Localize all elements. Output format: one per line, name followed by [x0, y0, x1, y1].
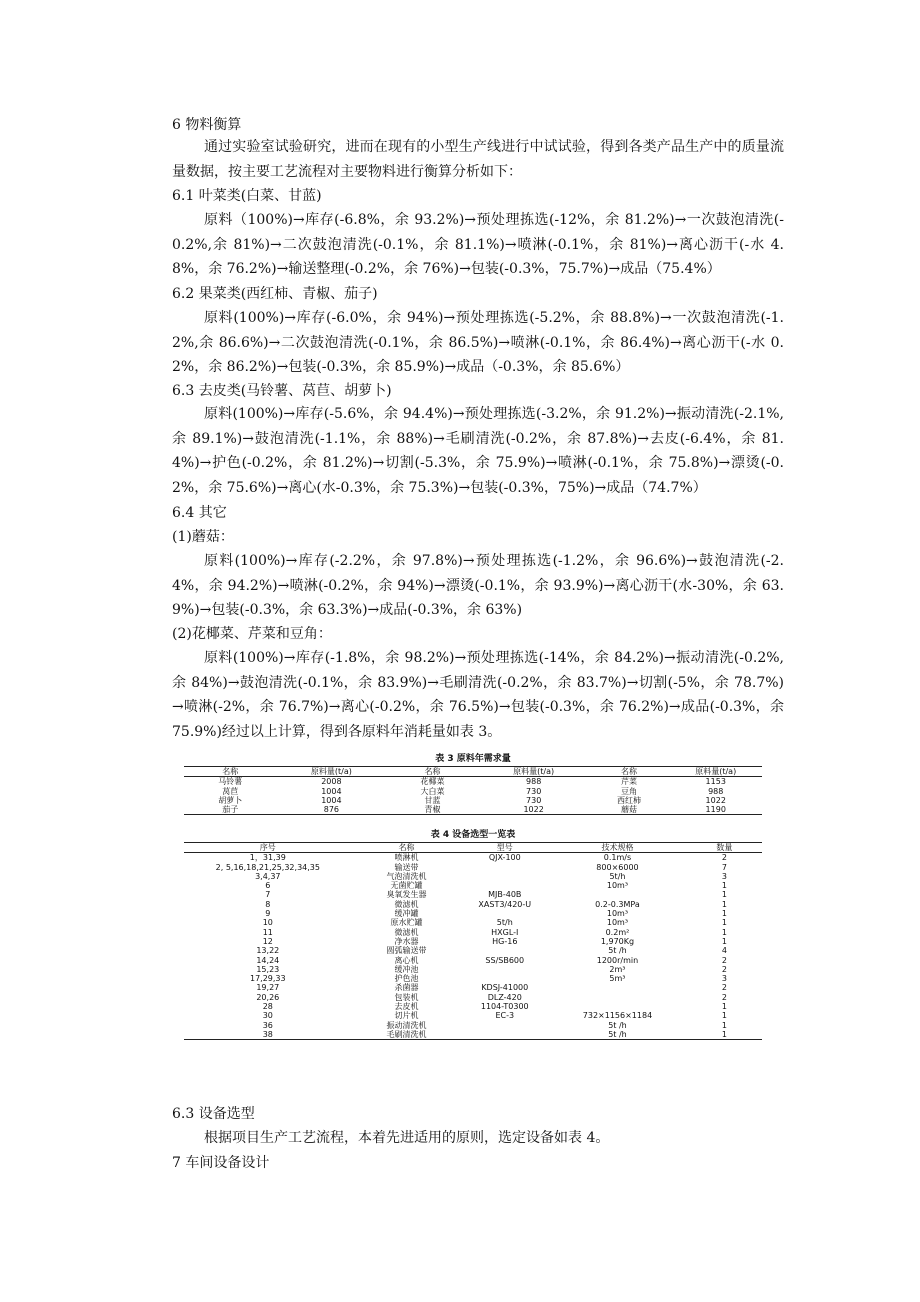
table-3-caption: 表 3 原料年需求量 [435, 754, 511, 764]
table-row [184, 787, 762, 796]
table-cell: 1 [721, 918, 727, 928]
table-cell: 3 [721, 871, 727, 881]
table-cell: 1，31,39 [249, 853, 286, 863]
table-cell: 15,23 [256, 964, 280, 974]
table-cell: 微滤机 [394, 927, 419, 937]
table-cell: 胡萝卜 [218, 795, 243, 805]
table-cell: MJB-40B [488, 890, 522, 900]
table-cell: 8 [265, 899, 271, 909]
table-cell: EC-3 [495, 1011, 515, 1021]
table-cell: 马铃薯 [218, 777, 243, 787]
table-row [184, 1021, 762, 1030]
table-cell: 876 [323, 805, 340, 815]
table-cell: 38 [262, 1029, 273, 1039]
table-3-header: 名称 [424, 767, 441, 776]
table-cell: 离心机 [394, 955, 419, 965]
table-cell: 振动清洗机 [386, 1020, 427, 1030]
table-cell [461, 1021, 548, 1030]
table-cell: 7 [721, 862, 727, 872]
table-cell: 包装机 [394, 992, 419, 1002]
table-cell: 大白菜 [420, 786, 445, 796]
table-cell: 喷淋机 [394, 853, 419, 863]
table-cell [548, 983, 687, 992]
heading-6-4: 6.4 其它 [172, 505, 227, 521]
table-cell: 圆弧输送带 [386, 946, 427, 956]
table-cell: 气泡清洗机 [386, 871, 427, 881]
table-cell: HG-16 [492, 936, 518, 946]
table-row [184, 1002, 762, 1011]
table-cell: 0.1m/s [603, 853, 632, 863]
table-cell [461, 1030, 548, 1040]
table-4-header: 技术规格 [601, 843, 634, 852]
table-row [184, 965, 762, 974]
table-cell: 1 [721, 881, 727, 891]
table-cell: 1 [721, 1002, 727, 1012]
table-cell: 1 [721, 927, 727, 937]
table-cell: 7 [265, 890, 271, 900]
table-cell: 净水器 [394, 936, 419, 946]
table-row [184, 928, 762, 937]
table-cell: 5t/h [609, 871, 626, 881]
table-cell: 19,27 [256, 983, 280, 993]
table-cell: 10m³ [606, 881, 629, 891]
table-cell: 1 [721, 890, 727, 900]
table-cell: 3,4,37 [255, 871, 281, 881]
table-row [184, 993, 762, 1002]
table-cell: 20,26 [256, 992, 280, 1002]
table-cell: 1 [721, 1020, 727, 1030]
table-cell: QJX-100 [488, 853, 521, 863]
table-row [184, 974, 762, 983]
table-cell: 12 [262, 936, 273, 946]
table-cell: 1 [721, 1029, 727, 1039]
table-3-header: 原料量(t/a) [695, 767, 737, 776]
table-cell: 10m³ [606, 918, 629, 928]
heading-6: 6 物料衡算 [172, 117, 242, 133]
table-cell: 5t /h [608, 1029, 627, 1039]
table-cell: 花椰菜 [420, 777, 445, 787]
table-3-header: 原料量(t/a) [310, 767, 352, 776]
table-cell: 9 [265, 909, 271, 919]
table-cell: 杀菌器 [394, 983, 419, 993]
table-cell: 缓冲罐 [394, 909, 419, 919]
table-cell: 13,22 [256, 946, 280, 956]
table-cell: 1200r/min [596, 955, 639, 965]
table-cell: 甘蓝 [424, 795, 441, 805]
table-row [184, 863, 762, 872]
heading-6-1: 6.1 叶菜类(白菜、甘蓝) [172, 188, 322, 204]
table-cell: 1022 [705, 795, 726, 805]
table-4-caption: 表 4 设备选型一览表 [430, 830, 516, 840]
table-cell: 6 [265, 881, 271, 891]
table-cell: 切片机 [394, 1011, 419, 1021]
table-cell: 5t /h [608, 1020, 627, 1030]
table-cell: 2 [721, 983, 727, 993]
table-cell: 14,24 [256, 955, 280, 965]
table-cell: 芹菜 [621, 777, 638, 787]
table-cell: 1004 [321, 786, 342, 796]
table-cell: 1004 [321, 795, 342, 805]
table-row [184, 796, 762, 805]
table-cell: 1 [721, 936, 727, 946]
table-4-header: 序号 [259, 843, 276, 852]
heading-6-2: 6.2 果菜类(西红柿、青椒、茄子) [172, 286, 378, 302]
table-3-header-row [184, 767, 762, 777]
table-row [184, 946, 762, 955]
table-cell: 臭氧发生器 [386, 890, 427, 900]
table-cell: 730 [526, 795, 542, 805]
table-cell: 缓冲池 [394, 964, 419, 974]
table-cell: 5m³ [609, 974, 626, 984]
table-cell: 茄子 [222, 805, 239, 815]
table-3-header: 名称 [222, 767, 239, 776]
table-cell: SS/SB600 [485, 955, 525, 965]
table-cell: 0.2m² [605, 927, 630, 937]
table-4-header-row [184, 843, 762, 853]
table-cell: HXGL-I [491, 927, 519, 937]
table-4-header: 名称 [398, 843, 415, 852]
table-cell: 28 [262, 1002, 273, 1012]
table-cell: 2 [721, 853, 727, 863]
table-cell: 11 [262, 927, 273, 937]
table-row [184, 937, 762, 946]
table-cell [461, 946, 548, 955]
table-row [184, 900, 762, 909]
table-cell: 5t /h [608, 946, 627, 956]
table-row [184, 890, 762, 899]
table-cell: 西红柿 [617, 795, 642, 805]
table-cell [461, 909, 548, 918]
paragraph-6-4-1: 原料(100%)→库存(-2.2%，余 97.8%)→预处理拣选(-1.2%，余 96.6%)→鼓泡清洗(-2.4%，余 94.2%)→喷淋(-0.2%，余 94%)→漂烫(-0.1%，余 93.9%)→离心沥干(水-30%，余 63.9%)→包装(-0.3%，余 63.3%)→成品(-0.3%，余 63%) [172, 553, 784, 618]
table-cell: 988 [526, 777, 542, 787]
table-cell: 730 [526, 786, 542, 796]
table-row [184, 872, 762, 881]
paragraph-intro: 通过实验室试验研究，进而在现有的小型生产线进行中试试验，得到各类产品生产中的质量流量数据，按主要工艺流程对主要物料进行衡算分析如下： [172, 139, 784, 180]
table-cell [461, 974, 548, 983]
table-cell: 青椒 [424, 805, 441, 815]
table-4 [184, 828, 762, 1040]
table-cell [461, 881, 548, 890]
heading-6-4-2: (2)花椰菜、芹菜和豆角： [172, 626, 332, 642]
table-cell: 30 [262, 1011, 273, 1021]
table-cell [461, 872, 548, 881]
table-cell: 3 [721, 974, 727, 984]
table-3-header: 名称 [621, 767, 638, 776]
table-row [184, 777, 762, 787]
table-cell: 2 [721, 964, 727, 974]
table-cell: 2, 5,16,18,21,25,32,34,35 [215, 862, 320, 872]
table-row [184, 1030, 762, 1040]
table-cell: 5t/h [496, 918, 513, 928]
table-cell: DLZ-420 [487, 992, 522, 1002]
heading-6-3-equipment: 6.3 设备选型 [172, 1106, 255, 1122]
table-cell: 17,29,33 [249, 974, 286, 984]
table-row [184, 956, 762, 965]
heading-7: 7 车间设备设计 [172, 1155, 270, 1171]
table-cell: 1153 [705, 777, 726, 787]
table-row [184, 805, 762, 815]
table-cell [548, 993, 687, 1002]
table-cell: 毛刷清洗机 [386, 1029, 427, 1039]
table-cell: 36 [262, 1020, 273, 1030]
table-cell: 2m³ [609, 964, 626, 974]
table-row [184, 909, 762, 918]
table-cell: 原水贮罐 [390, 918, 423, 928]
table-cell: 800×6000 [596, 862, 639, 872]
table-cell [548, 1002, 687, 1011]
table-cell: 莴苣 [222, 786, 239, 796]
table-cell: 无菌贮罐 [390, 881, 423, 891]
table-cell: 1190 [705, 805, 726, 815]
table-cell: 1104-T0300 [480, 1002, 529, 1012]
table-row [184, 881, 762, 890]
table-row [184, 983, 762, 992]
table-cell: 去皮机 [394, 1002, 419, 1012]
table-cell: 输送带 [394, 862, 419, 872]
table-cell: 豆角 [621, 786, 638, 796]
table-cell: 蘑菇 [621, 805, 638, 815]
table-cell: 1,970Kg [600, 936, 635, 946]
table-4-header: 型号 [496, 843, 513, 852]
table-row [184, 918, 762, 927]
table-cell [548, 890, 687, 899]
table-cell: XAST3/420-U [478, 899, 532, 909]
table-cell [461, 863, 548, 872]
table-cell: 1 [721, 899, 727, 909]
table-cell: 1 [721, 909, 727, 919]
table-3-grid [184, 766, 762, 815]
paragraph-equipment: 根据项目生产工艺流程，本着先进适用的原则，选定设备如表 4。 [204, 1130, 610, 1146]
table-cell: 732×1156×1184 [582, 1011, 653, 1021]
table-cell: 2 [721, 992, 727, 1002]
table-cell: 1 [721, 1011, 727, 1021]
table-cell: 2 [721, 955, 727, 965]
table-4-header: 数量 [716, 843, 733, 852]
heading-6-4-1: (1)蘑菇： [172, 529, 234, 545]
table-4-grid [184, 842, 762, 1040]
table-3 [184, 752, 762, 815]
table-cell: 护色池 [394, 974, 419, 984]
table-cell: 4 [721, 946, 727, 956]
table-cell [461, 965, 548, 974]
table-cell: 0.2-0.3MPa [595, 899, 640, 909]
paragraph-6-3: 原料(100%)→库存(-5.6%，余 94.4%)→预处理拣选(-3.2%，余 91.2%)→振动清洗(-2.1%,余 89.1%)→鼓泡清洗(-1.1%，余 88%)→毛刷清洗(-0.2%，余 87.8%)→去皮(-6.4%，余 81.4%)→护色(-0.2%，余 81.2%)→切割(-5.3%，余 75.9%)→喷淋(-0.1%，余 75.8%)→漂烫(-0.2%，余 75.6%)→离心(水-0.3%，余 75.3%)→包装(-0.3%，75%)→成品（74.7%） [172, 406, 784, 496]
table-cell: 10 [262, 918, 273, 928]
heading-6-3: 6.3 去皮类(马铃薯、莴苣、胡萝卜) [172, 383, 392, 399]
table-3-header: 原料量(t/a) [513, 767, 555, 776]
table-row [184, 1011, 762, 1020]
table-cell: 微滤机 [394, 899, 419, 909]
paragraph-6-1: 原料（100%)→库存(-6.8%，余 93.2%)→预处理拣选(-12%，余 81.2%)→一次鼓泡清洗(-0.2%,余 81%)→二次鼓泡清洗(-0.1%，余 81.1%)→喷淋(-0.1%，余 81%)→离心沥干(-水 4.8%，余 76.2%)→输送整理(-0.2%，余 76%)→包装(-0.3%，75.7%)→成品（75.4%） [172, 212, 784, 277]
table-cell: 10m³ [606, 909, 629, 919]
table-cell: 988 [708, 786, 724, 796]
table-cell: 1022 [523, 805, 544, 815]
table-cell: 2008 [321, 777, 342, 787]
paragraph-6-2: 原料(100%)→库存(-6.0%，余 94%)→预处理拣选(-5.2%，余 88.8%)→一次鼓泡清洗(-1.2%,余 86.6%)→二次鼓泡清洗(-0.1%，余 86.5%)→喷淋(-0.1%，余 86.4%)→离心沥干(-水 0.2%，余 86.2%)→包装(-0.3%，余 85.9%)→成品（-0.3%，余 85.6%） [172, 310, 784, 375]
paragraph-6-4-2: 原料(100%)→库存(-1.8%，余 98.2%)→预处理拣选(-14%，余 84.2%)→振动清洗(-0.2%,余 84%)→鼓泡清洗(-0.1%，余 83.9%)→毛刷清洗(-0.2%，余 83.7%)→切割(-5%，余 78.7%)→喷淋(-2%，余 76.7%)→离心(-0.2%，余 76.5%)→包装(-0.3%，余 76.2%)→成品(-0.3%，余 75.9%)经过以上计算，得到各原料年消耗量如表 3。 [172, 650, 784, 740]
table-row [184, 853, 762, 863]
table-cell: KDSJ-41000 [481, 983, 529, 993]
